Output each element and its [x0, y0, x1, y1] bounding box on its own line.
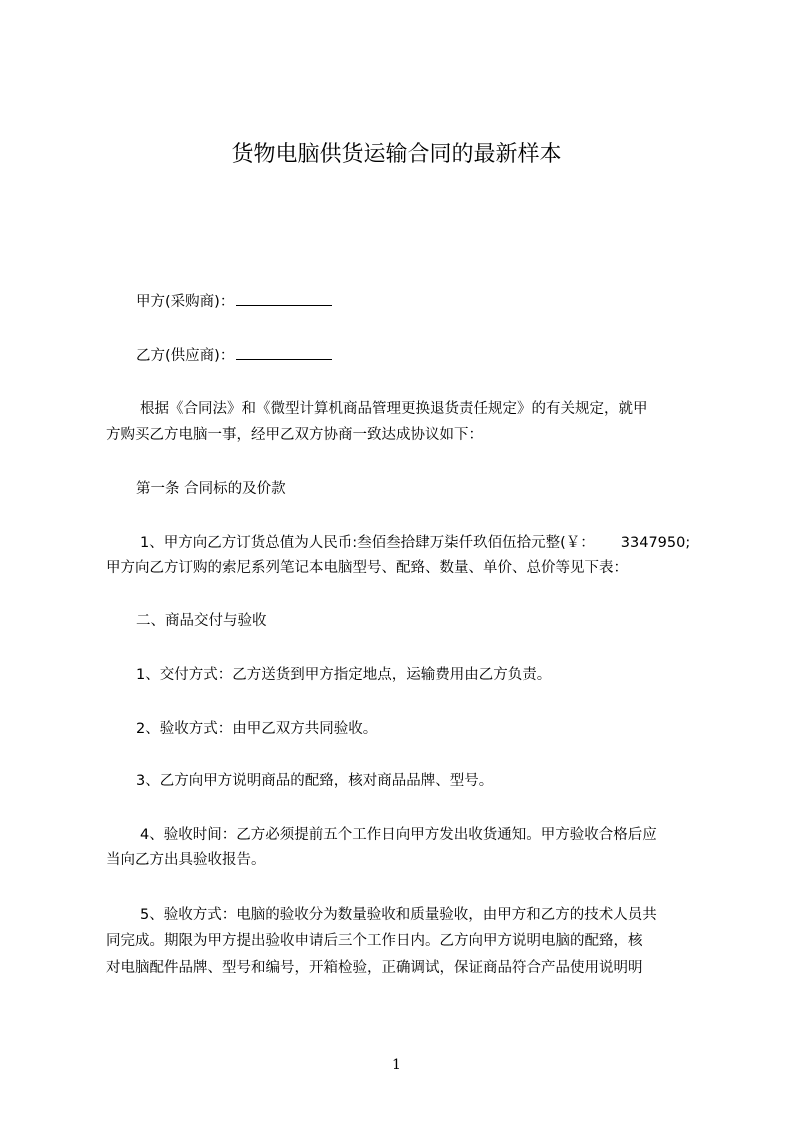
section2-item1: 1、交付方式：乙方送货到甲方指定地点，运输费用由乙方负责。 — [136, 667, 552, 683]
section2-item5-line3: 对电脑配件品牌、型号和编号，开箱检验，正确调试，保证商品符合产品使用说明明 — [106, 960, 643, 976]
section2-heading: 二、商品交付与验收 — [136, 613, 267, 629]
party-b-blank — [236, 345, 332, 360]
party-b-label: 乙方(供应商)： — [136, 348, 235, 364]
article1-item1-text: 1、甲方向乙方订货总值为人民币:叁佰叁拾肆万柒仟玖佰伍拾元整(￥： — [140, 535, 595, 551]
article1-heading: 第一条 合同标的及价款 — [136, 481, 286, 497]
section2-item5-line1: 5、验收方式：电脑的验收分为数量验收和质量验收，由甲方和乙方的技术人员共 — [140, 907, 657, 923]
party-b-line — [136, 345, 332, 366]
party-a-line — [136, 291, 332, 312]
page-number: 1 — [392, 1057, 401, 1073]
section2-item4-line1: 4、验收时间：乙方必须提前五个工作日向甲方发出收货通知。甲方验收合格后应 — [140, 827, 657, 843]
section2-item5-line2: 同完成。期限为甲方提出验收申请后三个工作日内。乙方向甲方说明电脑的配臵，核 — [106, 933, 643, 949]
article1-item1-amount: 3347950; — [620, 535, 691, 551]
document-title: 货物电脑供货运输合同的最新样本 — [231, 142, 562, 167]
section2-item4-line2: 当向乙方出具验收报告。 — [106, 852, 266, 868]
article1-item1-line1 — [140, 533, 690, 553]
intro-line-1: 根据《合同法》和《微型计算机商品管理更换退货责任规定》的有关规定，就甲 — [140, 401, 648, 417]
party-a-label: 甲方(采购商)： — [136, 294, 235, 310]
article1-item1-line2: 甲方向乙方订购的索尼系列笔记本电脑型号、配臵、数量、单价、总价等见下表： — [106, 560, 628, 576]
party-a-blank — [236, 291, 332, 306]
intro-line-2: 方购买乙方电脑一事，经甲乙双方协商一致达成协议如下： — [106, 427, 483, 443]
section2-item3: 3、乙方向甲方说明商品的配臵，核对商品品牌、型号。 — [136, 773, 494, 789]
section2-item2: 2、验收方式：由甲乙双方共同验收。 — [136, 721, 378, 737]
